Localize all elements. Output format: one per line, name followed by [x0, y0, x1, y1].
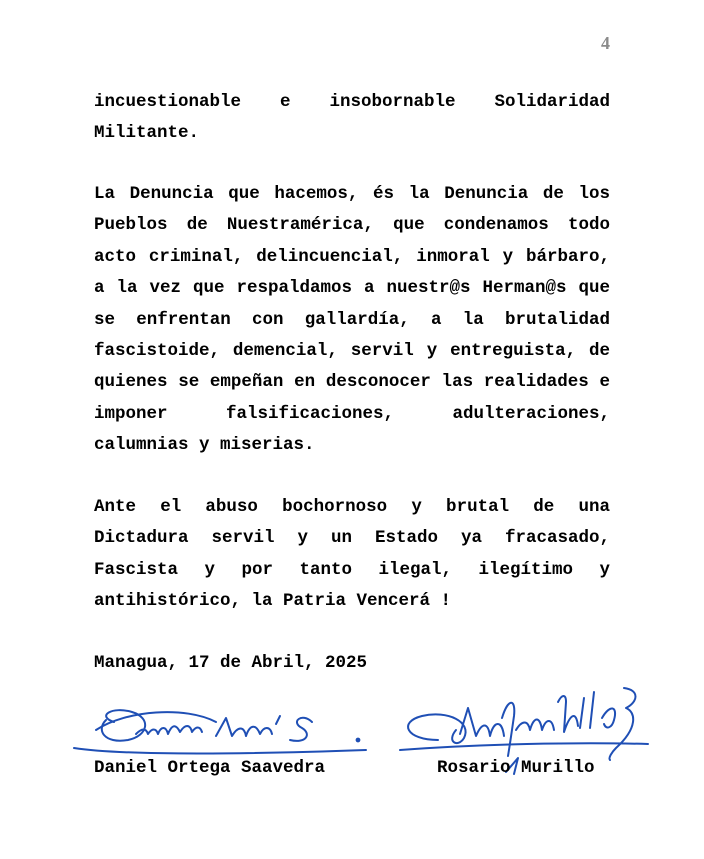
- signatory-name-left: Daniel Ortega Saavedra: [94, 758, 326, 778]
- paragraph-text: Ante el abuso bochornoso y brutal de una Dictadura servil y un Estado ya fracasado, Fascista y por tanto ilegal, ilegítimo y antihistórico, la Patria Vencerá !: [94, 497, 610, 612]
- paragraph-denunciation: [94, 179, 610, 462]
- paragraph-closing: [94, 492, 610, 618]
- signatory-name-right: Rosario Murillo: [437, 758, 595, 778]
- page-number: 4: [601, 33, 610, 53]
- paragraph-text: incuestionable e insobornable Solidaridad Militante.: [94, 92, 610, 144]
- paragraph-text: La Denuncia que hacemos, és la Denuncia de los Pueblos de Nuestramérica, que condenamos todo acto criminal, delincuencial, inmoral y bárbaro, a la vez que respaldamos a nuestr@s Herman@s que se enfrentan con gallardía, a la brutalidad fascistoide, demencial, servil y entreguista, de quienes se empeñan en desconocer las realidades e imponer falsificaciones, adulteraciones, calumnias y miserias.: [94, 184, 610, 456]
- place-date: Managua, 17 de Abril, 2025: [94, 653, 368, 673]
- signature-left-image: [66, 700, 376, 760]
- paragraph-solidarity: [94, 87, 610, 150]
